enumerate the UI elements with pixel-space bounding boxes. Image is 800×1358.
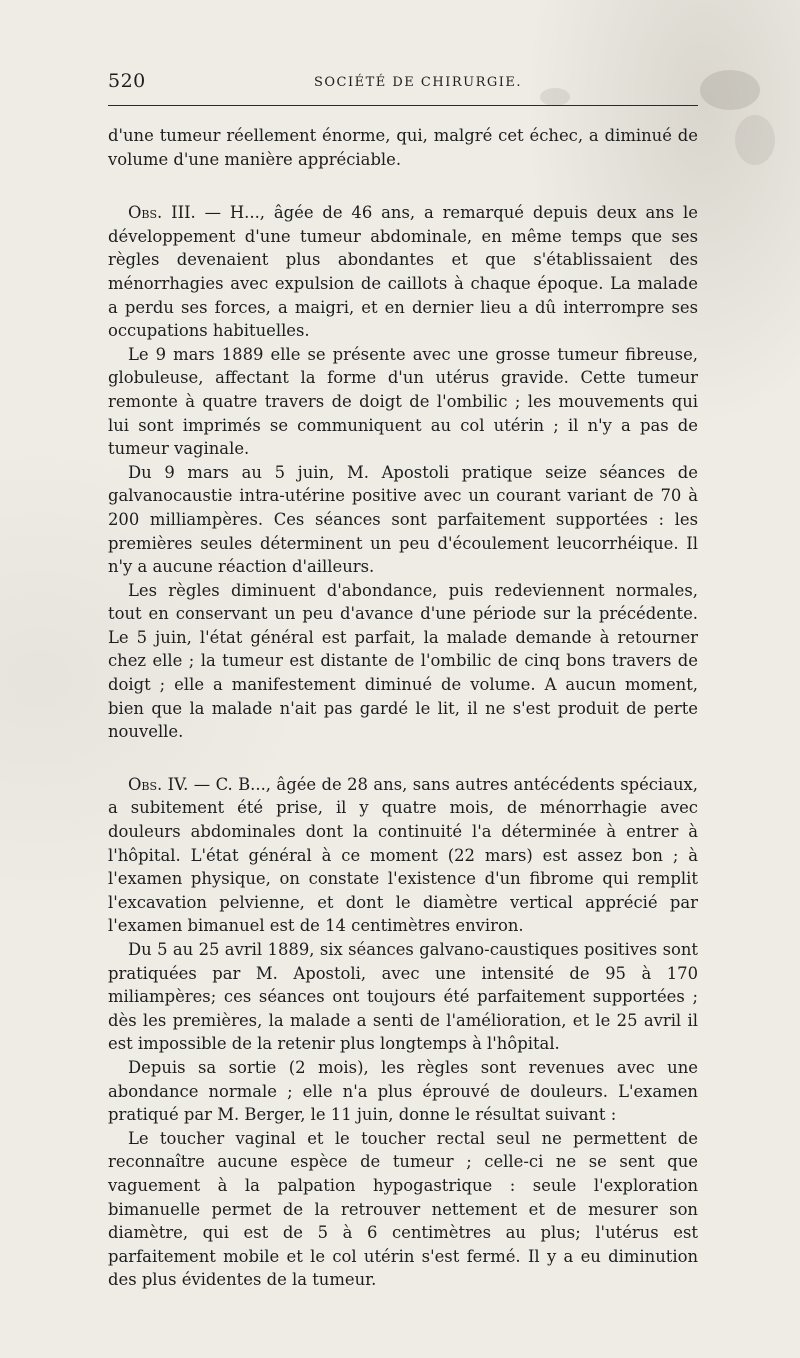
paper-stain xyxy=(700,70,760,110)
paragraph-text: — C. B..., âgée de 28 ans, sans autres antécédents spéciaux, a subitement été prise, il y quatre mois, de ménorrhagie avec douleurs abdominales dont la continuité l'a déterminée à entrer à l'hôpital. L'état général à ce moment (22 mars) est assez bon ; à l'examen physique, on constate l'existence d'un fibrome qui remplit l'excavation pelvienne, et dont le diamètre vertical apprécié par l'examen bimanuel est de 14 centimètres environ. xyxy=(108,774,698,936)
paragraph: Le 9 mars 1889 elle se présente avec une grosse tumeur fibreuse, globuleuse, affectant la forme d'un utérus gravide. Cette tumeur remonte à quatre travers de doigt de l'ombilic ; les mouvements qui lui sont imprimés se communiquent au col utérin ; il n'y a pas de tumeur vaginale. xyxy=(108,344,698,459)
paragraph: d'une tumeur réellement énorme, qui, malgré cet échec, a diminué de volume d'une manière appréciable. xyxy=(108,126,698,169)
body-text xyxy=(108,124,698,1292)
observation-3-intro xyxy=(108,201,698,343)
paragraph: Du 5 au 25 avril 1889, six séances galvano-caustiques positives sont pratiquées par M. Apostoli, avec une intensité de 95 à 170 miliampères; ces séances ont toujours été parfaitement supportées ; dès les premières, la malade a senti de l'amélioration, et le 25 avril il est impossible de la retenir plus longtemps à l'hôpital. xyxy=(108,940,698,1054)
page-header xyxy=(108,66,698,96)
header-rule xyxy=(108,105,698,106)
running-title: SOCIÉTÉ DE CHIRURGIE. xyxy=(313,75,523,90)
obs-label: Obs. III. xyxy=(128,203,196,223)
paragraph-text: — H..., âgée de 46 ans, a remarqué depuis deux ans le développement d'une tumeur abdominale, en même temps que ses règles devenaient plus abondantes et que s'établissaient des ménorrhagies avec expulsion de caillots à chaque époque. La malade a perdu ses forces, a maigri, et en dernier lieu a dû interrompre ses occupations habituelles. xyxy=(108,203,698,341)
obs-label: Obs. IV. xyxy=(128,774,189,794)
paragraph: Du 9 mars au 5 juin, M. Apostoli pratique seize séances de galvanocaustie intra-utérine positive avec un courant variant de 70 à 200 milliampères. Ces séances sont parfaitement supportées : les premières seules déterminent un peu d'écoulement leucorrhéique. Il n'y a aucune réaction d'ailleurs. xyxy=(108,462,698,577)
paragraph: Depuis sa sortie (2 mois), les règles sont revenues avec une abondance normale ; elle n'a plus éprouvé de douleurs. L'examen pratiqué par M. Berger, le 11 juin, donne le résultat suivant : xyxy=(108,1057,698,1125)
paragraph: Le toucher vaginal et le toucher rectal seul ne permettent de reconnaître aucune espèce de tumeur ; celle-ci ne se sent que vaguement à la palpation hypogastrique : seule l'exploration bimanuelle permet de la retrouver nettement et de mesurer son diamètre, qui est de 5 à 6 centimètres au plus; l'utérus est parfaitement mobile et le col utérin s'est fermé. Il y a eu diminution des plus évidentes de la tumeur. xyxy=(108,1128,698,1290)
page-number: 520 xyxy=(108,70,146,92)
paragraph: Les règles diminuent d'abondance, puis redeviennent normales, tout en conservant un peu d'avance d'une période sur la précédente. Le 5 juin, l'état général est parfait, la malade demande à retourner chez elle ; la tumeur est distante de l'ombilic de cinq bons travers de doigt ; elle a manifestement diminué de volume. A aucun moment, bien que la malade n'ait pas gardé le lit, il ne s'est produit de perte nouvelle. xyxy=(108,580,698,742)
paper-stain xyxy=(735,115,775,165)
observation-4-intro xyxy=(108,773,698,938)
